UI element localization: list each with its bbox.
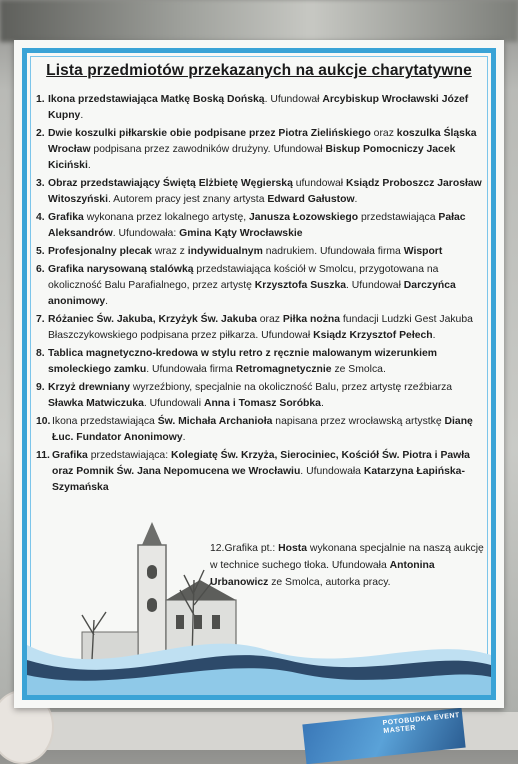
page-title: Lista przedmiotów przekazanych na aukcje charytatywne <box>46 62 472 79</box>
item-text <box>48 264 456 307</box>
text: napisana przez wrocławską artystkę <box>272 416 445 427</box>
bold-text: Obraz przedstawiający Świętą Elżbietę Węgierską <box>48 178 293 189</box>
text: Grafika pt.: <box>224 543 279 554</box>
list-item <box>36 176 482 208</box>
bold-text: Ikona przedstawiająca <box>48 94 161 105</box>
item-number: 9. <box>36 382 45 393</box>
bold-text: Ksiądz Krzysztof Pełech <box>313 330 433 341</box>
bold-text: Grafika <box>48 212 84 223</box>
text: podpisana przez zawodników drużyny. Ufundował <box>90 144 326 155</box>
text: oraz <box>256 314 283 325</box>
list-item <box>36 346 482 378</box>
text: wykonana przez lokalnego artystę, <box>83 212 249 223</box>
text: . Ufundowali <box>143 398 204 409</box>
bold-text: Różaniec Św. Jakuba, Krzyżyk Św. Jakuba <box>48 314 257 325</box>
bold-text: Grafika narysowaną stalówką <box>48 264 194 275</box>
list-item <box>36 244 482 260</box>
list-item <box>36 92 482 124</box>
text: przedstawiająca <box>358 212 439 223</box>
text: . <box>354 194 358 205</box>
list-item <box>36 448 482 496</box>
flyer-text: POTOBUDKA EVENT MASTER <box>382 711 461 736</box>
text: ze Smolca. <box>331 364 386 375</box>
text: . Ufundowała: <box>112 228 180 239</box>
item-text <box>210 543 484 588</box>
bold-text: Biskup Pomocniczy Jacek Kiciński <box>48 144 456 171</box>
wave-decoration <box>27 605 491 695</box>
text: . <box>105 296 109 307</box>
item-number: 5. <box>36 246 45 257</box>
item-number: 3. <box>36 178 45 189</box>
text: . <box>80 110 84 121</box>
text: wyrzeźbiony, specjalnie na okoliczność Balu, przez artystę rzeźbiarza <box>130 382 453 393</box>
text: . Ufundowała <box>300 466 364 477</box>
item-number: 12. <box>210 543 225 554</box>
list-item <box>36 414 482 446</box>
bold-text: Profesjonalny plecak <box>48 246 152 257</box>
item-text <box>48 178 482 205</box>
item-number: 7. <box>36 314 45 325</box>
bold-text: Anna i Tomasz Soróbka <box>203 398 321 409</box>
item-text <box>48 348 437 375</box>
text: . Autorem pracy jest znany artysta <box>107 194 268 205</box>
bold-text: Ksiądz Proboszcz Jarosław Witoszyński <box>48 178 482 205</box>
text: przedstawiająca kościół w Smolcu, przygotowana na okoliczność Balu Parafialnego, przez artystę <box>48 264 439 291</box>
blurred-background <box>0 0 518 42</box>
bold-text: Tablica magnetyczno-kredowa w stylu retro z ręcznie malowanym wizerunkiem smoleckiego zamku <box>48 348 437 375</box>
bold-text: Edward Gałustow <box>267 194 355 205</box>
text: fundacji Ludzki Gest Jakuba Błaszczykowskiego podpisana przez piłkarza. Ufundował <box>48 314 473 341</box>
text: . Ufundował <box>264 94 323 105</box>
text: przedstawiająca: <box>87 450 171 461</box>
item-number: 10. <box>36 416 51 427</box>
bold-text: Gmina Kąty Wrocławskie <box>179 228 303 239</box>
item-text <box>48 314 473 341</box>
text: . <box>182 432 186 443</box>
text: ufundował <box>292 178 347 189</box>
bold-text: Krzysztofa Suszka <box>254 280 347 291</box>
item-number: 4. <box>36 212 45 223</box>
bold-text: Piotra Zielińskiego <box>278 128 371 139</box>
auction-sheet <box>14 40 504 708</box>
bold-text: koszulka Śląska Wrocław <box>48 128 477 155</box>
item-text <box>52 416 473 443</box>
item-number: 1. <box>36 94 45 105</box>
text: ze Smolca, autorka pracy. <box>268 577 391 588</box>
item-text <box>48 212 466 239</box>
bold-text: Hosta <box>278 543 308 554</box>
text: . Ufundował <box>346 280 404 291</box>
text: . <box>87 160 91 171</box>
list-item <box>36 380 482 412</box>
bold-text: Retromagnetycznie <box>235 364 332 375</box>
item-number: 11. <box>36 450 50 461</box>
item-number: 2. <box>36 128 45 139</box>
bold-text: Piłka nożna <box>282 314 341 325</box>
item-number: 8. <box>36 348 45 359</box>
text: wraz z <box>151 246 188 257</box>
bold-text: Grafika <box>52 450 88 461</box>
bold-text: indywidualnym <box>187 246 263 257</box>
bold-text: Św. Michała Archanioła <box>157 416 273 427</box>
bold-text: Sławka Matwiczuka <box>48 398 144 409</box>
text: wykonana specjalnie na naszą aukcję w technice suchego tłoka. Ufundowała <box>210 543 484 571</box>
text: . Ufundowała firma <box>146 364 236 375</box>
bold-text: Wisport <box>403 246 443 257</box>
bold-text: Dwie koszulki piłkarskie obie podpisane przez <box>48 128 279 139</box>
bold-text: Katarzyna Łapińska-Szymańska <box>52 466 465 493</box>
list-item <box>36 312 482 344</box>
bold-text: Janusza Łozowskiego <box>249 212 359 223</box>
list-item <box>194 540 484 591</box>
list-item-12 <box>194 540 484 591</box>
item-text <box>48 94 468 121</box>
bold-text: Antonina Urbanowicz <box>210 560 435 588</box>
item-text <box>48 246 442 257</box>
list-item <box>36 262 482 310</box>
item-text <box>48 382 452 409</box>
bold-text: Pałac Aleksandrów <box>48 212 466 239</box>
text: Ikona przedstawiająca <box>52 416 158 427</box>
item-list <box>36 92 482 498</box>
bold-text: Matkę Boską Dońską <box>160 94 265 105</box>
item-number: 6. <box>36 264 45 275</box>
bold-text: Darczyńca anonimowy <box>48 280 456 307</box>
text: oraz <box>370 128 397 139</box>
bold-text: Krzyż drewniany <box>48 382 130 393</box>
list-item <box>36 126 482 174</box>
bold-text: Arcybiskup Wrocławski Józef Kupny <box>48 94 469 121</box>
text: . <box>320 398 324 409</box>
item-text <box>48 128 477 171</box>
item-text <box>52 450 470 493</box>
bold-text: Dianę Łuc. Fundator Anonimowy <box>52 416 473 443</box>
bold-text: Kolegiatę Św. Krzyża, Sierociniec, Kościół Św. Piotra i Pawła oraz Pomnik Św. Jana Nepomucena we Wrocławiu <box>52 450 470 477</box>
list-item <box>36 210 482 242</box>
text: nadrukiem. Ufundowała firma <box>262 246 404 257</box>
text: . <box>432 330 436 341</box>
